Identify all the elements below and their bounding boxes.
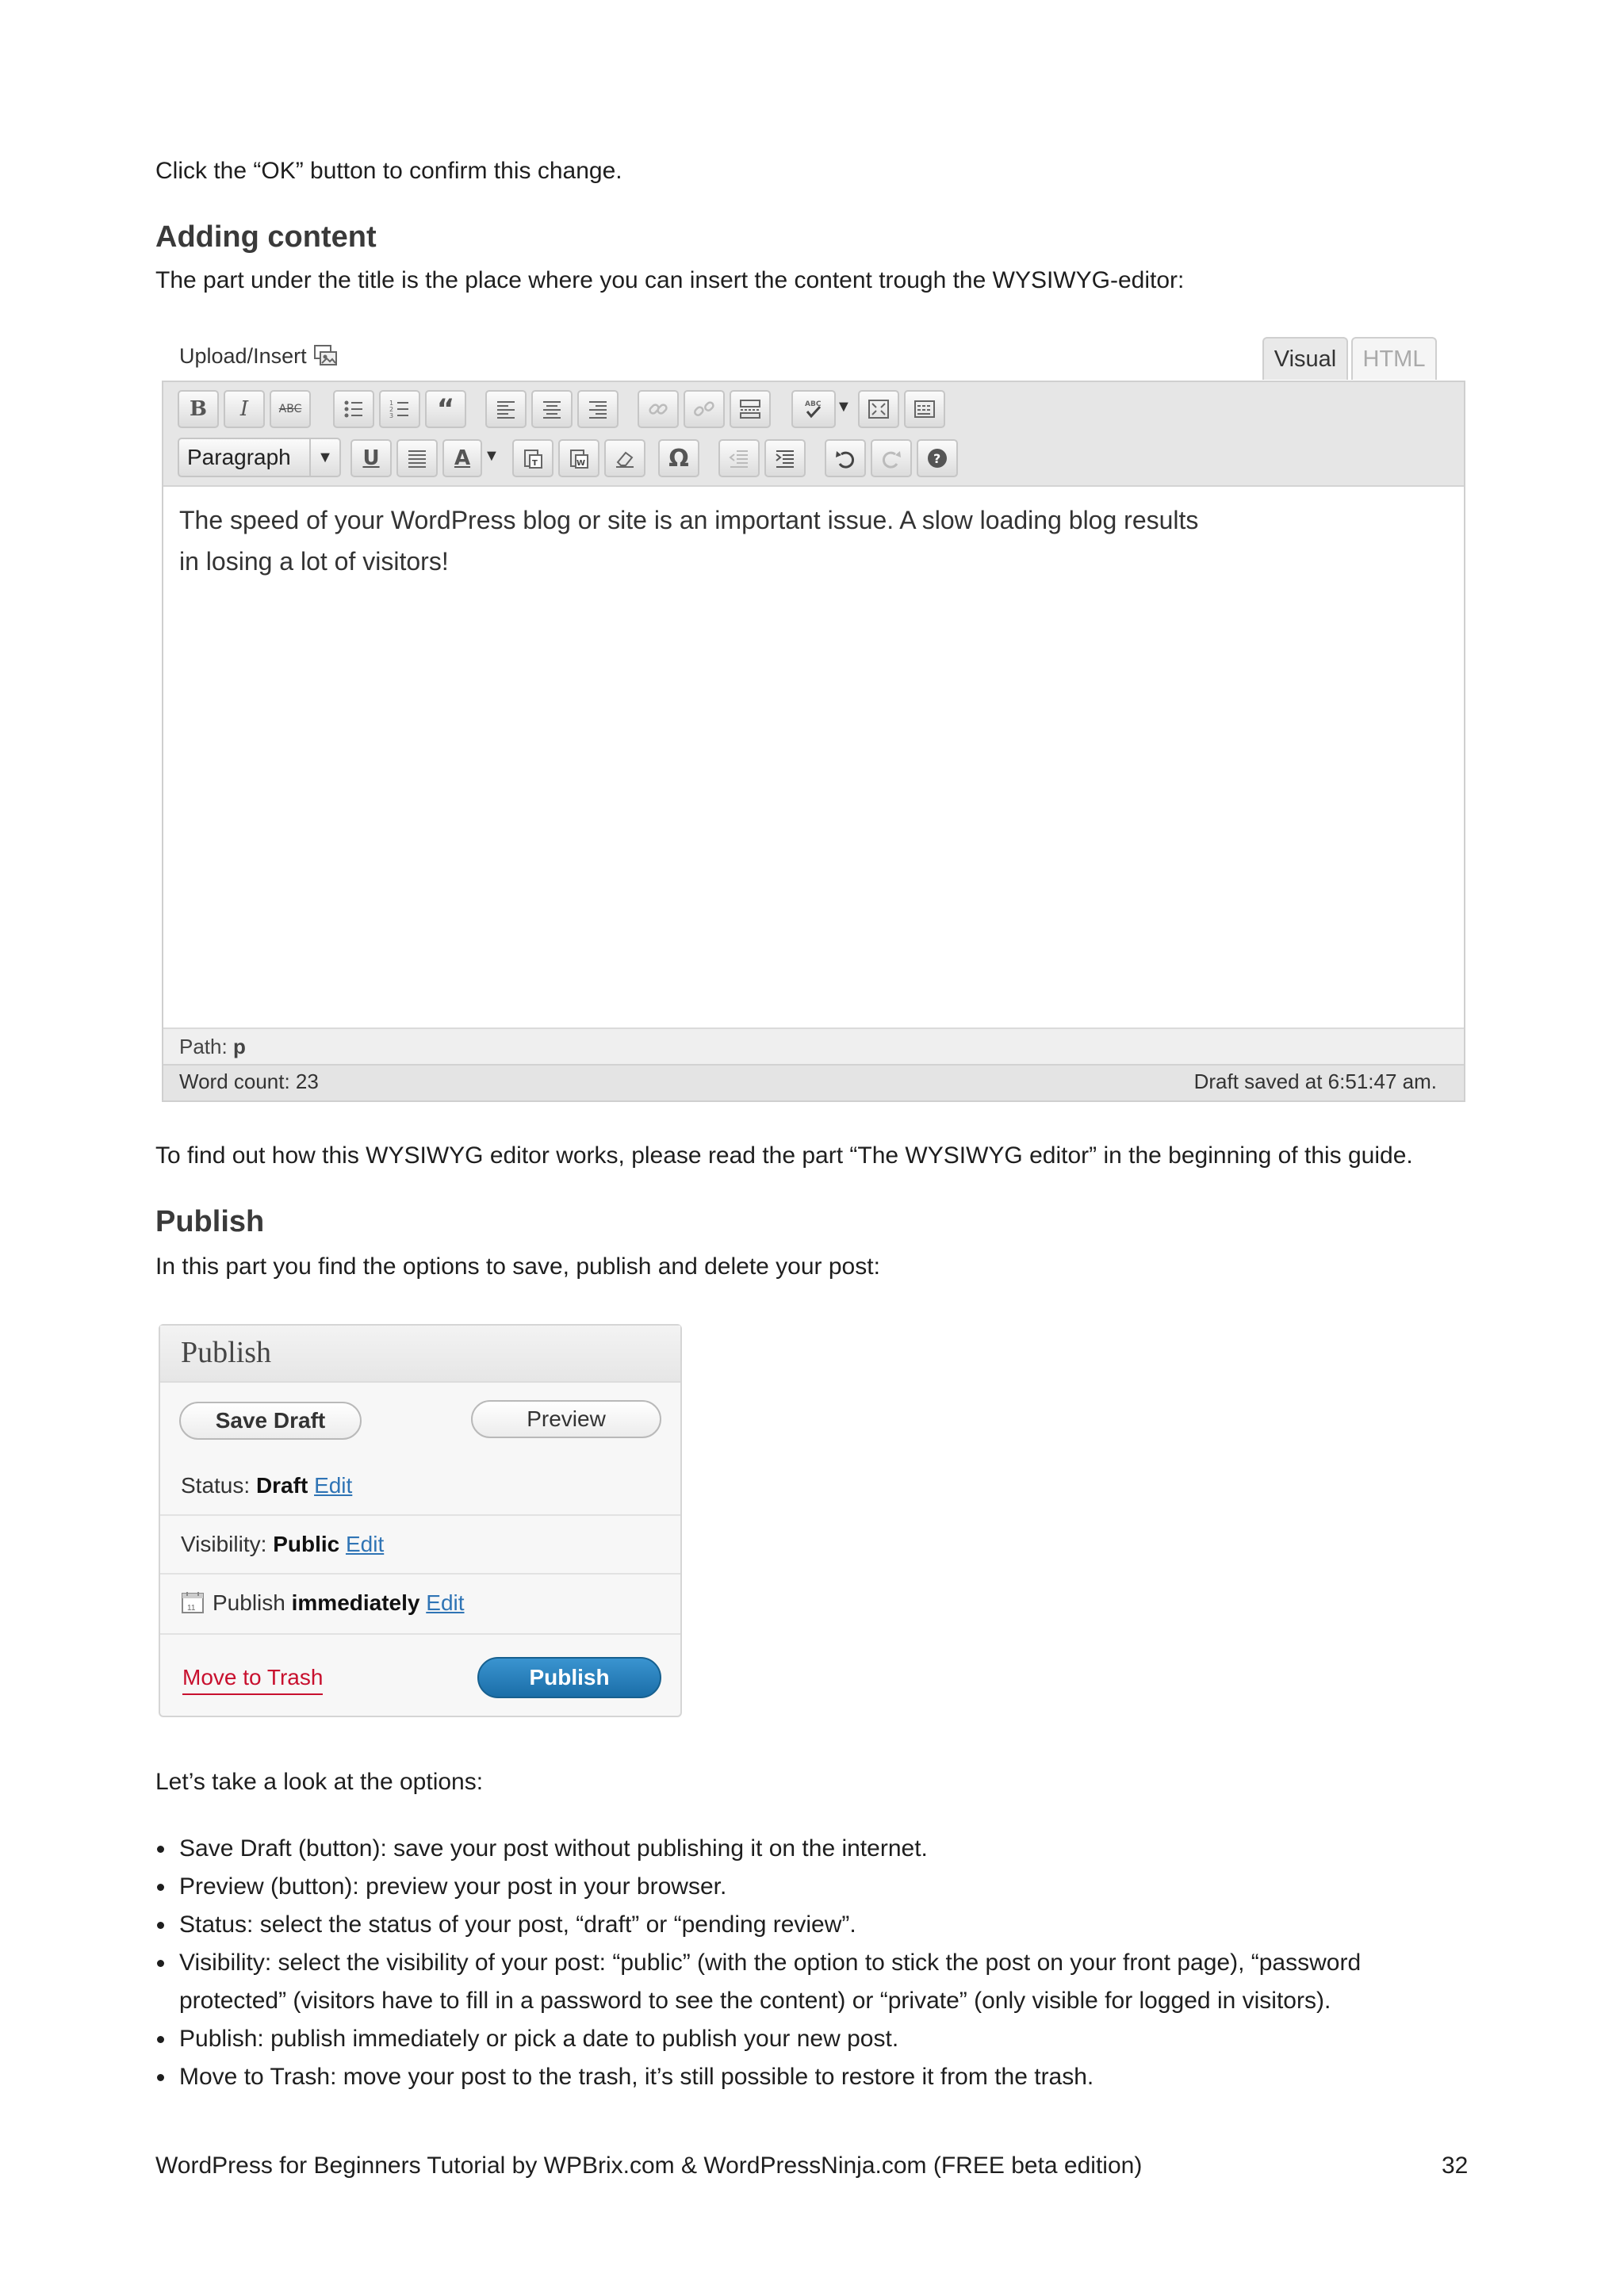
bullet-icon [157,1960,164,1967]
section-text-adding-content: The part under the title is the place where you can insert the content trough the WYSIWYG-editor: [155,267,1185,293]
outdent-icon [727,446,751,470]
visibility-value: Public [273,1532,340,1556]
omega-icon: Ω [668,444,689,473]
editor-content-line: The speed of your WordPress blog or site is an important issue. A slow loading blog results [179,506,1199,534]
justify-icon [405,446,429,470]
blockquote-button[interactable] [425,390,466,428]
chevron-down-icon: ▼ [309,439,339,476]
visibility-edit-link[interactable]: Edit [345,1532,385,1556]
align-center-button[interactable] [531,390,573,428]
bullet-icon [157,1846,164,1853]
text-color-icon: A [454,446,471,470]
spellcheck-dropdown-icon[interactable]: ▼ [836,398,852,415]
numbered-list-button[interactable] [379,390,420,428]
publish-edit-link[interactable]: Edit [426,1590,465,1615]
path-label: Path: [179,1035,233,1058]
help-button[interactable] [917,439,958,477]
wysiwyg-editor-screenshot [157,333,1465,1102]
tab-visual[interactable]: Visual [1262,337,1348,380]
status-label: Status: [181,1473,256,1498]
word-count: Word count: 23 [179,1070,319,1093]
underline-button[interactable] [350,439,392,477]
editor-path-bar [163,1027,1464,1064]
svg-text:11: 11 [187,1604,196,1613]
section-text-publish: In this part you find the options to save, publish and delete your post: [155,1253,880,1280]
status-edit-link[interactable]: Edit [314,1473,353,1498]
italic-icon: I [239,397,249,421]
move-to-trash-link[interactable]: Move to Trash [182,1662,323,1695]
text-color-dropdown-icon[interactable]: ▼ [484,447,500,465]
insert-link-button[interactable] [638,390,679,428]
align-left-icon [494,397,518,421]
format-select-value: Paragraph [187,445,291,469]
bold-icon: B [190,397,207,421]
spellcheck-button[interactable] [791,390,836,428]
draft-saved-status: Draft saved at 6:51:47 am. [1193,1070,1437,1093]
redo-icon [879,446,903,470]
editor-content-line: in losing a lot of visitors! [179,547,449,576]
publish-button[interactable]: Publish [477,1657,661,1698]
eraser-icon [613,446,637,470]
media-upload-icon[interactable] [312,342,339,369]
indent-icon [773,446,797,470]
align-left-button[interactable] [485,390,527,428]
publish-box-title: Publish [181,1336,272,1369]
intro-line: Click the “OK” button to confirm this change. [155,158,622,184]
row-divider [160,1514,680,1516]
link-icon [646,397,670,421]
save-draft-button[interactable]: Save Draft [179,1402,362,1440]
outdent-button[interactable] [718,439,760,477]
undo-button[interactable] [825,439,866,477]
preview-button[interactable]: Preview [471,1400,661,1438]
page-number: 32 [1442,2152,1469,2179]
unlink-button[interactable] [684,390,725,428]
more-tag-icon [738,397,762,421]
svg-text:T: T [532,459,538,468]
strikethrough-button[interactable] [270,390,311,428]
row-divider [160,1573,680,1575]
section-heading-publish: Publish [155,1205,265,1238]
quote-icon: “ [436,393,455,425]
upload-insert-label[interactable]: Upload/Insert [179,344,307,368]
calendar-icon [181,1590,205,1614]
svg-text:ABC: ABC [805,400,822,408]
list-item-text: Publish: publish immediately or pick a date to publish your new post. [179,2026,899,2052]
bold-button[interactable] [178,390,219,428]
paste-text-icon [521,446,545,470]
options-intro: Let’s take a look at the options: [155,1769,484,1795]
bullet-list-button[interactable] [333,390,374,428]
path-value: p [232,1035,246,1058]
footer-text: WordPress for Beginners Tutorial by WPBrix.com & WordPressNinja.com (FREE beta edition) [155,2152,1143,2179]
text-color-button[interactable] [442,439,482,477]
underline-icon: U [362,446,380,470]
numbered-list-icon [388,397,412,421]
help-icon [925,446,949,470]
list-item-text: Status: select the status of your post, “draft” or “pending review”. [179,1911,856,1938]
fullscreen-button[interactable] [858,390,899,428]
paste-word-icon [567,446,591,470]
undo-icon [833,446,857,470]
status-row [181,1470,352,1502]
editor-content[interactable] [179,499,1416,582]
list-item-text: Move to Trash: move your post to the trash, it’s still possible to restore it from the trash. [179,2064,1094,2090]
insert-more-button[interactable] [730,390,771,428]
strikethrough-icon: ABC [278,403,302,415]
align-right-icon [586,397,610,421]
publish-box-screenshot [159,1324,682,1717]
svg-text:2: 2 [389,406,394,413]
list-item-text: Visibility: select the visibility of your post: “public” (with the option to stick the post on your front page), “password [179,1950,1362,1976]
list-item-text: Save Draft (button): save your post without publishing it on the internet. [179,1835,928,1862]
publish-value: immediately [291,1590,420,1615]
list-item-text: protected” (visitors have to fill in a password to see the content) or “private” (only visible for logged in visitors). [179,1988,1331,2014]
svg-text:1: 1 [389,400,394,407]
italic-button[interactable] [224,390,265,428]
paste-text-button[interactable] [512,439,553,477]
editor-frame [162,381,1465,1102]
status-value: Draft [255,1473,308,1498]
fullscreen-icon [867,397,891,421]
bullet-icon [157,1922,164,1929]
svg-text:W: W [576,459,586,468]
spellcheck-icon [802,397,825,421]
visibility-label: Visibility: [181,1532,274,1556]
svg-text:3: 3 [389,412,394,419]
unlink-icon [692,397,716,421]
indent-button[interactable] [764,439,806,477]
align-right-button[interactable] [577,390,619,428]
bullet-icon [157,2036,164,2043]
justify-button[interactable] [396,439,438,477]
remove-format-button[interactable] [604,439,645,477]
publish-label: Publish [213,1590,292,1615]
kitchen-sink-icon [913,397,936,421]
publish-schedule-row [213,1587,465,1619]
list-item-text: Preview (button): preview your post in your browser. [179,1873,727,1900]
editor-path [179,1029,246,1064]
redo-button[interactable] [871,439,912,477]
section-heading-adding-content: Adding content [155,220,377,254]
after-editor-text: To find out how this WYSIWYG editor works, please read the part “The WYSIWYG editor” in the beginning of this guide. [155,1142,1413,1169]
bullet-icon [157,2074,164,2081]
row-divider [160,1633,680,1635]
bullet-list-icon [342,397,366,421]
align-center-icon [540,397,564,421]
kitchen-sink-button[interactable] [904,390,945,428]
svg-text:?: ? [933,451,941,466]
tab-html[interactable]: HTML [1351,337,1437,380]
paste-word-button[interactable] [558,439,599,477]
format-select[interactable] [178,438,341,477]
visibility-row [181,1529,384,1560]
special-character-button[interactable] [658,439,699,477]
bullet-icon [157,1884,164,1891]
